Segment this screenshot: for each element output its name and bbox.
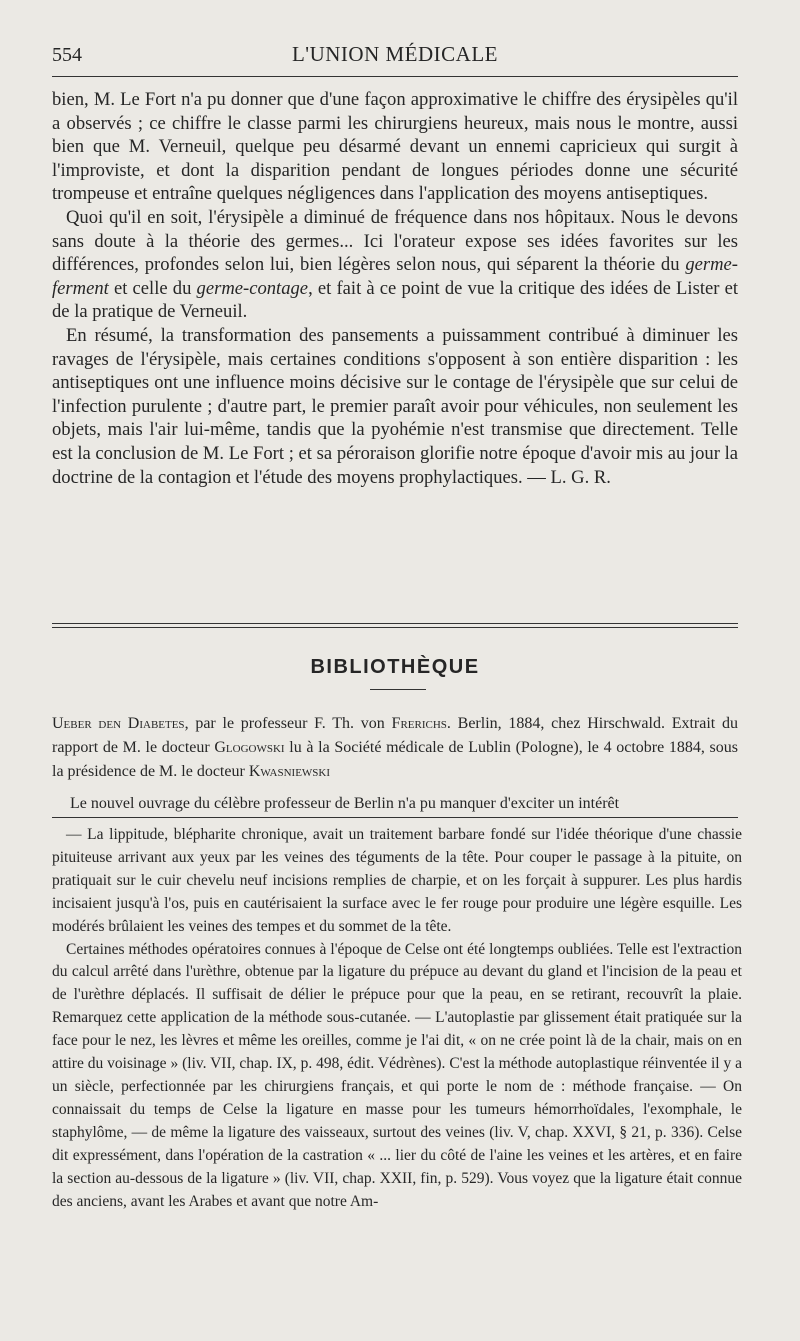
- italic-term: germe-ferment: [52, 254, 738, 299]
- section-title: BIBLIOTHÈQUE: [310, 656, 480, 678]
- paragraph: En résumé, la transformation des pansements a puissamment contribué à diminuer les ravages de l'érysipèle, mais certaines conditions s'opposent à son entière disparition : les antiseptiques ont une influence moins décisive sur le contage de l'érysipèle que sur celui de l'infection purulente ; d'autre part, le premier paraît avoir pour véhicules, non seulement les objets, mais l'air lui-même, tandis que la pyohémie n'est transmise que directement. Telle est la conclusion de M. Le Fort ; et sa péroraison glorifie notre époque d'avoir mis au jour la doctrine de la contagion et l'étude des moyens prophylactiques. — L. G. R.: [52, 324, 738, 488]
- footnote-rule: [52, 817, 738, 818]
- page-header: [52, 38, 738, 68]
- header-rule: [52, 76, 738, 77]
- title-underline: [370, 689, 426, 690]
- article-text: [52, 88, 738, 489]
- feuilleton-text: [52, 824, 742, 1213]
- paragraph: Certaines méthodes opératoires connues à l'époque de Celse ont été longtemps oubliées. Telle est l'extraction du calcul arrêté dans l'urèthre, obtenue par la ligature du prépuce au devant du gland et l'incision de la peau et de l'urèthre déplacés. Il suffisait de délier le prépuce pour que la peau, en se retirant, recouvrît la plaie. Remarquez cette application de la méthode sous-cutanée. — L'autoplastie par glissement était pratiquée sur la face pour le nez, les lèvres et même les oreilles, comme je l'ai dit, « on ne crée point là de la chair, mais on en attire du voisinage » (liv. VII, chap. IX, p. 498, édit. Védrènes). C'est la méthode autoplastique réinventée il y a un siècle, perfectionnée par les chirurgiens français, et qui porte le nom de : méthode française. — On connaissait du temps de Celse la ligature en masse pour les tumeurs hémorrhoïdales, l'exomphale, le staphylôme, — de même la ligature des vaisseaux, surtout des veines (liv. V, chap. XXVI, § 21, p. 336). Celse dit expressément, dans l'opération de la castration « ... lier du côté de l'aine les veines et les artères, et en faire la section au-dessous de la ligature » (liv. VII, chap. XXII, fin, p. 529). Vous voyez que la ligature était connue des anciens, avant les Arabes et avant que notre Am-: [52, 940, 742, 1210]
- bibliography-section: [52, 712, 738, 816]
- paragraph: bien, M. Le Fort n'a pu donner que d'une façon approximative le chiffre des érysipèles qu'il a observés ; ce chiffre le classe parmi les chirurgiens heureux, mais nous le montre, aussi bien que M. Verneuil, quelque peu désarmé devant un ennemi capricieux qui surgit à l'improviste, et dont la disparition pendant de longues périodes donne une sécurité trompeuse et entraîne quelques négligences dans l'application des moyens antiseptiques.: [52, 89, 738, 205]
- running-title: L'UNION MÉDICALE: [291, 42, 498, 66]
- bibliography-entry: Ueber den Diabetes, par le professeur F. Th. von Frerichs. Berlin, 1884, chez Hirschwald. Extrait du rapport de M. le docteur Glogowski lu à la Société médicale de Lublin (Pologne), le 4 octobre 1884, sous la présidence de M. le docteur Kwasniewski: [52, 715, 739, 780]
- paragraph: Quoi qu'il en soit, l'érysipèle a diminué de fréquence dans nos hôpitaux. Nous le devons sans doute à la théorie des germes... Ici l'orateur expose ses idées favorites sur les différences, profondes selon lui, bien légères selon nous, qui séparent la théorie du germe-ferment et celle du germe-contage, et fait à ce point de vue la critique des idées de Lister et de la pratique de Verneuil.: [52, 206, 738, 323]
- page-number: 554: [52, 44, 82, 66]
- section-divider: [52, 623, 738, 628]
- reporter-name: Glogowski: [214, 739, 285, 756]
- author-name: Frerichs: [391, 715, 447, 732]
- paragraph: Le nouvel ouvrage du célèbre professeur de Berlin n'a pu manquer d'exciter un intérêt: [70, 795, 620, 812]
- book-title: Ueber den Diabetes: [52, 715, 185, 732]
- paragraph: — La lippitude, blépharite chronique, avait un traitement barbare fondé sur l'idée théorique d'une chassie pituiteuse arrivant aux yeux par les veines des téguments de la tête. Pour couper le passage à la pituite, on pratiquait sur le cuir chevelu neuf incisions remplies de charpie, et on les forçait à suppurer. Les plus hardis incisaient jusqu'à l'os, puis en cautérisaient la surface avec le fer rouge pour produire une légère esquille. Les modérés brûlaient les veines des tempes et du sommet de la tête.: [52, 826, 742, 935]
- president-name: Kwasniewski: [248, 763, 331, 780]
- italic-term: germe-contage: [196, 277, 309, 299]
